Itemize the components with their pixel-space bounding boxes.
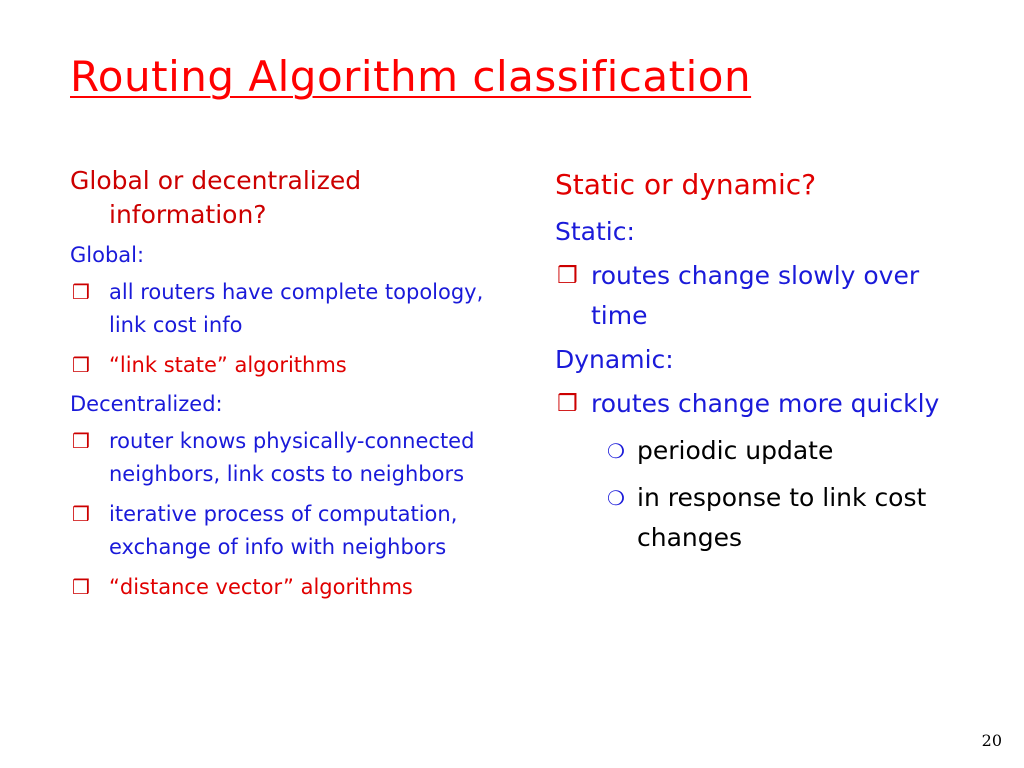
- list-item: [70, 498, 510, 564]
- square-bullet-icon: ❒: [72, 353, 90, 377]
- dynamic-heading: Dynamic:: [555, 345, 674, 374]
- list-item-text: routes change slowly over time: [591, 261, 920, 330]
- square-bullet-icon: ❒: [72, 429, 90, 453]
- list-item-text: routes change more quickly: [591, 389, 940, 418]
- list-item: [70, 571, 510, 604]
- square-bullet-icon: ❒: [72, 502, 90, 526]
- list-item-text: “distance vector” algorithms: [109, 575, 413, 599]
- static-heading: Static:: [555, 217, 635, 246]
- left-question: Global or decentralized information?: [70, 166, 362, 229]
- list-item-text: “link state” algorithms: [109, 353, 347, 377]
- left-column: [70, 164, 510, 611]
- circle-bullet-icon: ❍: [607, 439, 625, 463]
- sub-list-item-text: in response to link cost changes: [637, 483, 927, 552]
- square-bullet-icon: ❒: [557, 391, 578, 417]
- circle-bullet-icon: ❍: [607, 486, 625, 510]
- sub-list-item: [607, 431, 975, 471]
- decentralized-heading: Decentralized:: [70, 392, 223, 416]
- square-bullet-icon: ❒: [72, 280, 90, 304]
- right-question: Static or dynamic?: [555, 168, 817, 201]
- square-bullet-icon: ❒: [557, 263, 578, 289]
- list-item-text: router knows physically-connected neighbors, link costs to neighbors: [109, 429, 475, 486]
- sub-list-item: [607, 478, 975, 558]
- sub-list-item-text: periodic update: [637, 436, 834, 465]
- page-number: 20: [981, 731, 1002, 750]
- right-column: [555, 166, 975, 565]
- list-item: [555, 384, 975, 424]
- global-heading: Global:: [70, 243, 145, 267]
- list-item: [70, 425, 510, 491]
- list-item-text: all routers have complete topology, link cost info: [109, 280, 484, 337]
- list-item: [555, 256, 975, 336]
- slide-title: Routing Algorithm classification: [70, 52, 752, 101]
- list-item: [70, 349, 510, 382]
- square-bullet-icon: ❒: [72, 575, 90, 599]
- list-item: [70, 276, 510, 342]
- list-item-text: iterative process of computation, exchange of info with neighbors: [109, 502, 458, 559]
